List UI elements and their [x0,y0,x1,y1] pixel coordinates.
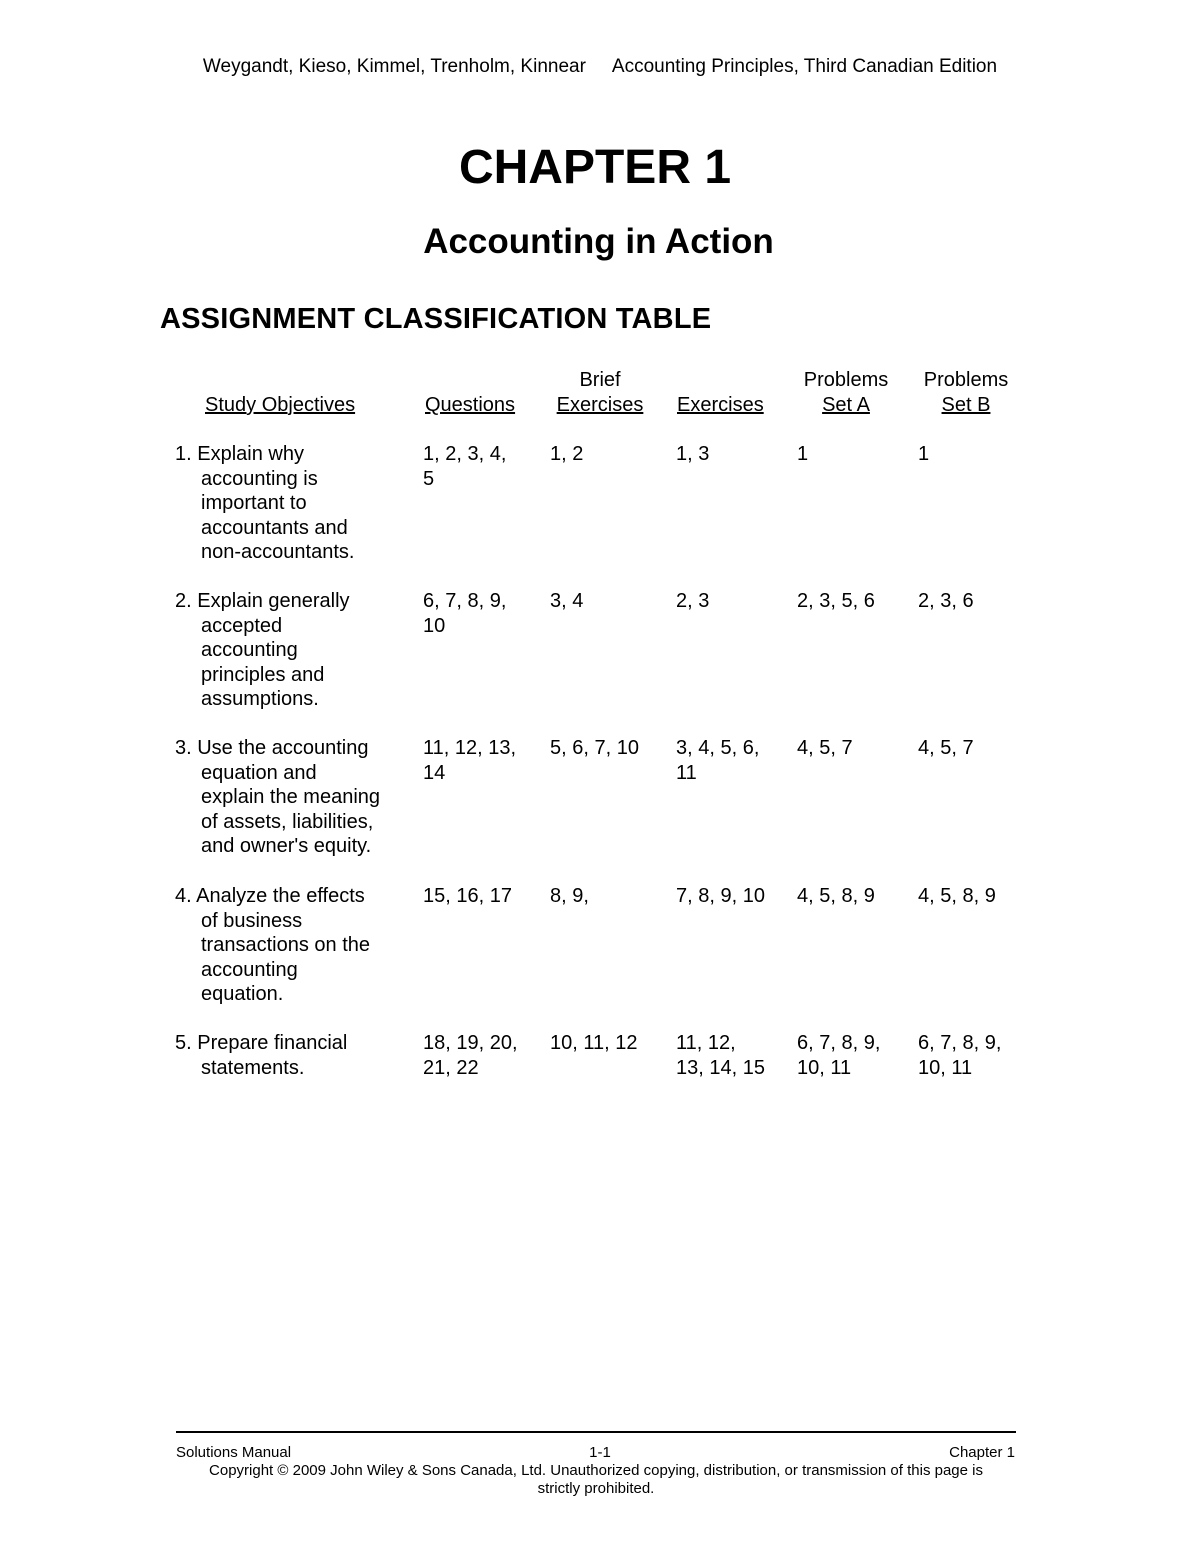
running-header [0,56,1200,78]
cell-brief-exercises: 5, 6, 7, 10 [550,737,639,759]
cell-questions: 6, 7, 8, 9, 10 [423,590,507,637]
cell-questions: 15, 16, 17 [423,885,512,907]
cell-exercises: 3, 4, 5, 6, 11 [676,737,760,784]
copyright-notice: Copyright © 2009 John Wiley & Sons Canada, Ltd. Unauthorized copying, distribution, or transmission of this page is strictly prohibited. [209,1462,983,1497]
cell-problems-set-b: 4, 5, 7 [918,737,974,759]
cell-brief-exercises: 10, 11, 12 [550,1032,638,1054]
cell-questions: 1, 2, 3, 4, 5 [423,443,507,490]
chapter-subtitle: Accounting in Action [423,222,774,261]
header-study-objectives: Study Objectives [205,394,356,416]
study-objective-2: 2. Explain generally accepted accounting principles and assumptions. [175,590,350,710]
cell-exercises: 11, 12, 13, 14, 15 [676,1032,765,1079]
cell-problems-set-b: 2, 3, 6 [918,590,974,612]
footer-chapter-label: Chapter 1 [949,1444,1015,1461]
header-exercises: Exercises [677,394,764,416]
cell-brief-exercises: 3, 4 [550,590,584,612]
cell-exercises: 7, 8, 9, 10 [676,885,765,907]
header-brief-exercises: Brief Exercises [556,369,644,416]
cell-exercises: 1, 3 [676,443,710,465]
header-book-title: Accounting Principles, Third Canadian Edition [611,56,998,77]
footer-page-number: 1-1 [589,1444,611,1461]
study-objective-1: 1. Explain why accounting is important to accountants and non-accountants. [175,443,355,563]
cell-problems-set-a: 6, 7, 8, 9, 10, 11 [797,1032,881,1079]
cell-problems-set-b: 1 [918,443,930,465]
cell-problems-set-b: 4, 5, 8, 9 [918,885,996,907]
header-questions: Questions [425,394,516,416]
cell-brief-exercises: 1, 2 [550,443,584,465]
cell-exercises: 2, 3 [676,590,710,612]
study-objective-4: 4. Analyze the effects of business transactions on the accounting equation. [175,885,370,1005]
chapter-title: CHAPTER 1 [458,141,732,194]
cell-problems-set-a: 4, 5, 7 [797,737,853,759]
footer-rule [176,1431,1016,1433]
study-objective-5: 5. Prepare financial statements. [175,1032,348,1079]
cell-problems-set-a: 2, 3, 5, 6 [797,590,875,612]
cell-questions: 18, 19, 20, 21, 22 [423,1032,518,1079]
cell-problems-set-a: 4, 5, 8, 9 [797,885,875,907]
cell-problems-set-b: 6, 7, 8, 9, 10, 11 [918,1032,1002,1079]
header-problems-set-b: Problems Set B [923,369,1009,416]
header-problems-set-a: Problems Set A [803,369,889,416]
cell-questions: 11, 12, 13, 14 [423,737,517,784]
study-objective-3: 3. Use the accounting equation and explain the meaning of assets, liabilities, and owner's equity. [175,737,381,857]
footer-manual-label: Solutions Manual [176,1444,292,1461]
cell-problems-set-a: 1 [797,443,809,465]
section-heading: ASSIGNMENT CLASSIFICATION TABLE [160,303,712,335]
header-authors: Weygandt, Kieso, Kimmel, Trenholm, Kinnear [202,56,586,77]
cell-brief-exercises: 8, 9, [550,885,589,907]
